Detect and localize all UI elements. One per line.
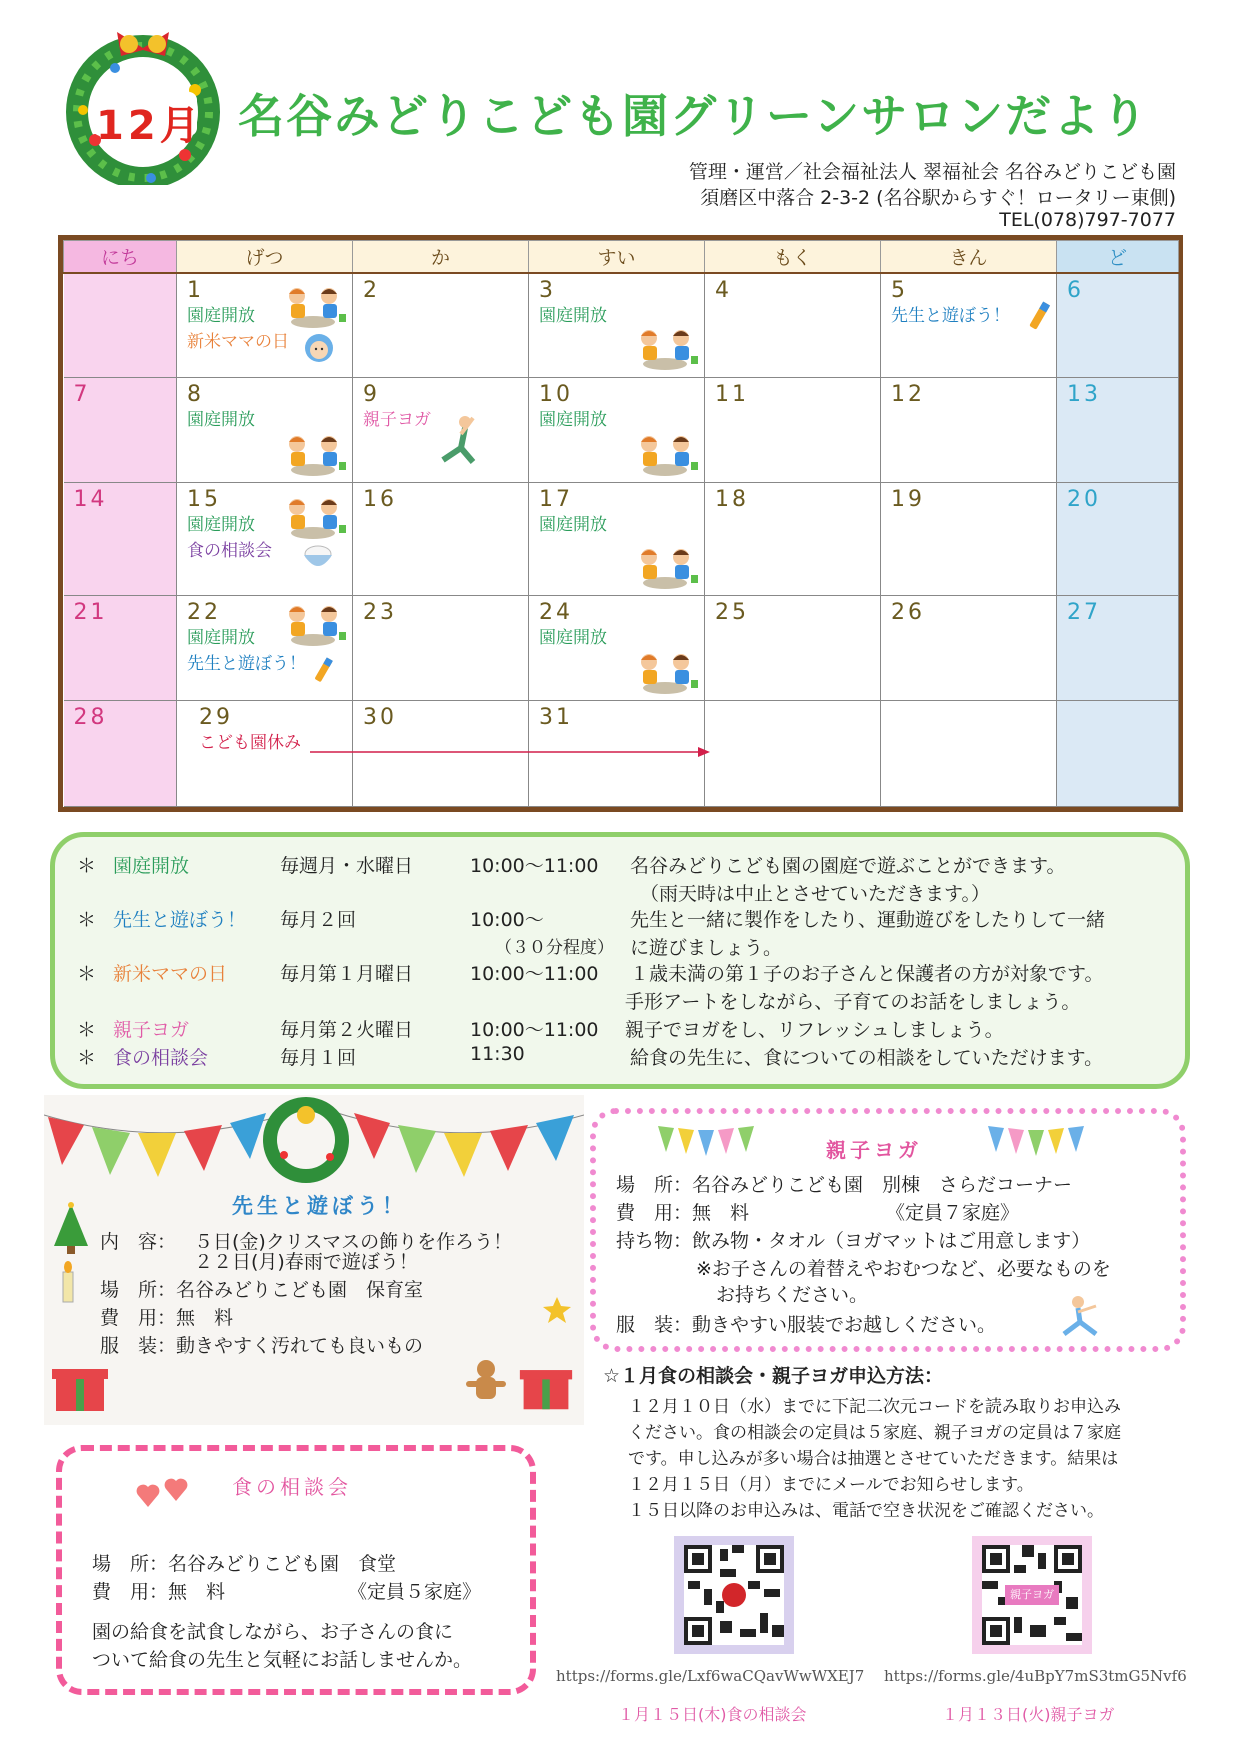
event-mama: 新米ママの日 xyxy=(187,331,289,352)
day-number: 11 xyxy=(715,381,749,407)
day-number: 17 xyxy=(539,486,573,512)
calendar-cell xyxy=(177,273,353,378)
calendar-cell xyxy=(705,482,881,595)
calendar-cell xyxy=(881,700,1057,806)
calendar-cell xyxy=(1057,595,1179,700)
calendar-cell xyxy=(705,700,881,806)
yoga-pose-icon xyxy=(437,414,479,466)
info-schedule: 毎月２回 xyxy=(280,909,357,931)
event-teien: 園庭開放 xyxy=(187,627,255,648)
calendar-cell xyxy=(353,595,529,700)
event-teien: 園庭開放 xyxy=(187,305,255,326)
info-desc: １歳未満の第１子のお子さんと保護者の方が対象です。 xyxy=(630,963,1104,985)
yoga-pose-icon xyxy=(1056,1294,1104,1338)
qr-code-icon xyxy=(684,1545,784,1645)
sensei-section xyxy=(44,1095,584,1425)
info-time2: （３０分程度） xyxy=(495,938,614,958)
day-number: 30 xyxy=(363,704,397,730)
event-shoku: 食の相談会 xyxy=(187,540,272,561)
info-desc: 名谷みどりこども園の園庭で遊ぶことができます。 xyxy=(630,855,1066,877)
info-name: 園庭開放 xyxy=(113,855,190,877)
info-time: 10:00〜11:00 xyxy=(470,1019,599,1041)
apply-line: です。申し込みが多い場合は抽選とさせていただきます。結果は xyxy=(628,1449,1119,1469)
info-desc2: 手形アートをしながら、子育てのお話をしましょう。 xyxy=(625,991,1081,1013)
gingerbread-icon xyxy=(456,1357,516,1413)
weekday-mon: げつ xyxy=(177,241,353,273)
info-schedule: 毎月１回 xyxy=(280,1047,357,1069)
day-number: 16 xyxy=(363,486,397,512)
calendar-cell xyxy=(881,595,1057,700)
info-desc2: （雨天時は中止とさせていただきます。） xyxy=(640,883,990,905)
calendar-cell xyxy=(1057,377,1179,482)
shoku-title: 食の相談会 xyxy=(232,1475,352,1499)
yoga-items: 持ち物：飲み物・タオル（ヨガマットはご用意します） xyxy=(616,1230,1091,1252)
children-playing-icon xyxy=(283,602,347,646)
children-playing-icon xyxy=(283,495,347,539)
qr-caption-yoga: １月１３日(火)親子ヨガ xyxy=(942,1705,1115,1724)
qr-url-yoga[interactable]: https://forms.gle/4uBpY7mS3tmG5Nvf6 xyxy=(884,1667,1187,1685)
bunting-icon xyxy=(44,1095,584,1185)
children-playing-icon xyxy=(283,284,347,328)
yoga-capacity: 《定員７家庭》 xyxy=(886,1202,1020,1224)
day-number: 12 xyxy=(891,381,925,407)
day-number: 6 xyxy=(1067,277,1084,303)
sensei-content-label: 内 容： xyxy=(100,1231,177,1253)
shoku-cost: 費 用：無 料 xyxy=(92,1581,226,1603)
day-number: 20 xyxy=(1067,486,1101,512)
sensei-place: 場 所：名谷みどりこども園 保育室 xyxy=(100,1279,424,1301)
bunting-icon xyxy=(656,1122,756,1162)
weekday-tue: か xyxy=(353,241,529,273)
info-bullet: ＊ xyxy=(77,1047,97,1069)
day-number: 23 xyxy=(363,599,397,625)
crayon-icon xyxy=(311,656,337,686)
info-desc: 給食の先生に、食についての相談をしていただけます。 xyxy=(630,1047,1104,1069)
day-number: 2 xyxy=(363,277,380,303)
children-playing-icon xyxy=(635,326,699,370)
event-teien: 園庭開放 xyxy=(539,409,607,430)
calendar-cell xyxy=(705,377,881,482)
yoga-place: 場 所：名谷みどりこども園 別棟 さらだコーナー xyxy=(616,1174,1073,1196)
info-name: 親子ヨガ xyxy=(113,1019,190,1041)
calendar-cell xyxy=(353,273,529,378)
calendar-cell xyxy=(64,482,177,595)
day-number: 4 xyxy=(715,277,732,303)
qr-url-shoku[interactable]: https://forms.gle/Lxf6waCQavWwWXEJ7 xyxy=(556,1667,865,1685)
weekday-fri: きん xyxy=(881,241,1057,273)
sensei-cost: 費 用：無 料 xyxy=(100,1307,234,1329)
star-icon xyxy=(542,1295,572,1325)
qr-code-shoku[interactable] xyxy=(674,1536,794,1654)
shoku-desc2: ついて給食の先生と気軽にお話しませんか。 xyxy=(92,1649,473,1671)
organization-address: 須磨区中落合 2-3-2 (名谷駅からすぐ！ロータリー東側) xyxy=(700,187,1176,209)
info-time: 11:30 xyxy=(470,1043,525,1065)
apply-line: １２月１５日（月）までにメールでお知らせします。 xyxy=(628,1475,1034,1495)
sensei-title: 先生と遊ぼう！ xyxy=(232,1194,407,1218)
children-playing-icon xyxy=(635,545,699,589)
day-number: 29 xyxy=(199,704,233,730)
calendar-cell xyxy=(64,700,177,806)
gift-box-icon xyxy=(518,1357,574,1413)
info-time: 10:00〜11:00 xyxy=(470,963,599,985)
info-bullet: ＊ xyxy=(77,909,97,931)
info-schedule: 毎月第１月曜日 xyxy=(280,963,414,985)
day-number: 10 xyxy=(539,381,573,407)
sensei-clothes: 服 装：動きやすく汚れても良いもの xyxy=(100,1335,424,1357)
info-time: 10:00〜 xyxy=(470,909,544,931)
candle-icon xyxy=(58,1260,78,1304)
weekday-thu: もく xyxy=(705,241,881,273)
weekday-sat: ど xyxy=(1057,241,1179,273)
day-number: 26 xyxy=(891,599,925,625)
day-number: 27 xyxy=(1067,599,1101,625)
info-bullet: ＊ xyxy=(77,963,97,985)
calendar-cell xyxy=(705,273,881,378)
info-schedule: 毎週月・水曜日 xyxy=(280,855,414,877)
calendar xyxy=(58,235,1183,812)
yoga-clothes: 服 装：動きやすい服装でお越しください。 xyxy=(616,1314,997,1336)
info-schedule: 毎月第２火曜日 xyxy=(280,1019,414,1041)
calendar-cell xyxy=(353,482,529,595)
yoga-note1: ※お子さんの着替えやおむつなど、必要なものを xyxy=(696,1258,1111,1280)
info-name: 新米ママの日 xyxy=(113,963,228,985)
info-bullet: ＊ xyxy=(77,1019,97,1041)
holiday-arrow-icon xyxy=(310,746,710,758)
calendar-cell xyxy=(64,377,177,482)
organization-tel: TEL(078)797-7077 xyxy=(999,209,1176,231)
calendar-cell xyxy=(881,482,1057,595)
sensei-content1: ５日(金)クリスマスの飾りを作ろう！ xyxy=(194,1231,513,1253)
newsletter-title: 名谷みどりこども園グリーンサロンだより xyxy=(238,89,1150,143)
day-number: 22 xyxy=(187,599,221,625)
day-number: 19 xyxy=(891,486,925,512)
day-number: 25 xyxy=(715,599,749,625)
calendar-cell xyxy=(529,377,705,482)
calendar-cell xyxy=(1057,273,1179,378)
yoga-note2: お持ちください。 xyxy=(716,1284,869,1306)
qr-badge: 親子ヨガ xyxy=(1005,1585,1059,1605)
day-number: 21 xyxy=(73,599,108,625)
qr-code-yoga[interactable] xyxy=(972,1536,1092,1654)
event-yasumi: こども園休み xyxy=(199,732,301,753)
calendar-cell xyxy=(177,595,353,700)
calendar-cell xyxy=(1057,482,1179,595)
apply-line: ください。食の相談会の定員は５家庭、親子ヨガの定員は７家庭 xyxy=(628,1423,1121,1443)
weekday-sun: にち xyxy=(64,241,177,273)
day-number: 18 xyxy=(715,486,749,512)
calendar-cell xyxy=(64,595,177,700)
day-number: 31 xyxy=(539,704,573,730)
event-sensei: 先生と遊ぼう！ xyxy=(891,305,1010,326)
day-number: 3 xyxy=(539,277,556,303)
shoku-capacity: 《定員５家庭》 xyxy=(348,1581,482,1603)
shoku-box xyxy=(56,1445,536,1695)
day-number: 1 xyxy=(187,277,204,303)
yoga-cost: 費 用：無 料 xyxy=(616,1202,750,1224)
day-number: 9 xyxy=(363,381,380,407)
calendar-cell xyxy=(1057,700,1179,806)
info-time: 10:00〜11:00 xyxy=(470,855,599,877)
calendar-cell xyxy=(64,273,177,378)
organization-name: 管理・運営／社会福祉法人 翠福祉会 名谷みどりこども園 xyxy=(688,161,1176,183)
calendar-cell xyxy=(881,377,1057,482)
calendar-cell xyxy=(529,273,705,378)
info-desc2: に遊びましょう。 xyxy=(630,937,783,959)
event-teien: 園庭開放 xyxy=(187,514,255,535)
calendar-cell xyxy=(177,482,353,595)
children-playing-icon xyxy=(635,432,699,476)
yoga-box xyxy=(590,1108,1186,1352)
baby-icon xyxy=(303,332,335,364)
event-teien: 園庭開放 xyxy=(187,409,255,430)
info-name: 先生と遊ぼう！ xyxy=(113,909,247,931)
calendar-cell xyxy=(177,377,353,482)
children-playing-icon xyxy=(283,432,347,476)
calendar-cell xyxy=(881,273,1057,378)
event-sensei: 先生と遊ぼう！ xyxy=(187,653,306,674)
day-number: 14 xyxy=(73,486,108,512)
event-teien: 園庭開放 xyxy=(539,305,607,326)
calendar-cell xyxy=(705,595,881,700)
event-teien: 園庭開放 xyxy=(539,514,607,535)
info-desc: 親子でヨガをし、リフレッシュしましょう。 xyxy=(625,1019,1004,1041)
info-bullet: ＊ xyxy=(77,855,97,877)
calendar-cell xyxy=(353,377,529,482)
gift-box-icon xyxy=(50,1357,110,1413)
event-teien: 園庭開放 xyxy=(539,627,607,648)
hearts-icon xyxy=(134,1475,194,1515)
shoku-desc1: 園の給食を試食しながら、お子さんの食に xyxy=(92,1621,454,1643)
crayon-icon xyxy=(1027,300,1053,334)
day-number: 13 xyxy=(1067,381,1101,407)
apply-line: １２月１０日（水）までに下記二次元コードを読み取りお申込み xyxy=(628,1397,1121,1417)
day-number: 5 xyxy=(891,277,908,303)
info-desc: 先生と一緒に製作をしたり、運動遊びをしたりして一緒 xyxy=(630,909,1106,931)
sensei-content2: ２２日(月)春雨で遊ぼう！ xyxy=(194,1251,418,1273)
yoga-title: 親子ヨガ xyxy=(826,1138,922,1162)
event-info-box xyxy=(50,832,1190,1089)
weekday-wed: すい xyxy=(529,241,705,273)
day-number: 8 xyxy=(187,381,204,407)
children-playing-icon xyxy=(635,650,699,694)
calendar-cell xyxy=(529,595,705,700)
qr-caption-shoku: １月１５日(木)食の相談会 xyxy=(618,1705,807,1724)
bunting-icon xyxy=(986,1122,1086,1162)
apply-title: ☆１月食の相談会・親子ヨガ申込方法： xyxy=(603,1365,944,1387)
day-number: 24 xyxy=(539,599,573,625)
christmas-tree-icon xyxy=(50,1200,92,1256)
day-number: 7 xyxy=(73,381,91,407)
event-yoga: 親子ヨガ xyxy=(363,409,431,430)
month-badge: 12月 xyxy=(96,103,204,149)
apply-line: １５日以降のお申込みは、電話で空き状況をご確認ください。 xyxy=(628,1501,1104,1521)
day-number: 28 xyxy=(73,704,108,730)
info-name: 食の相談会 xyxy=(113,1047,209,1069)
calendar-cell xyxy=(529,482,705,595)
day-number: 15 xyxy=(187,486,221,512)
shoku-place: 場 所：名谷みどりこども園 食堂 xyxy=(92,1553,397,1575)
rice-bowl-icon xyxy=(301,543,335,571)
